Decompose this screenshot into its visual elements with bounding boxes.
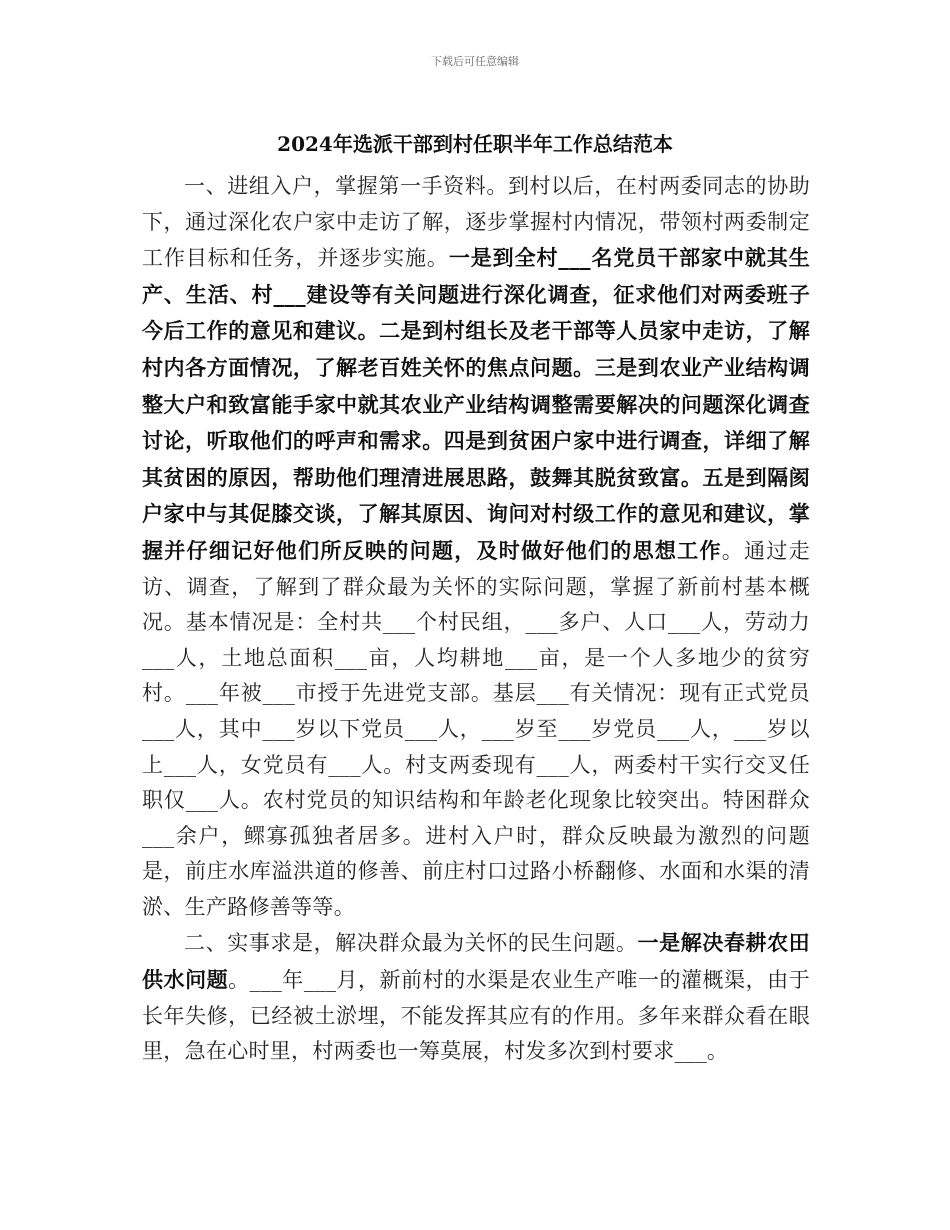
paragraph-2-bold: 一是解决春耕农田供水问题 (142, 930, 810, 993)
header-note: 下载后可任意编辑 (431, 55, 519, 68)
paragraph-2-intro: 二、实事求是，解决群众最为关怀的民生问题。 (184, 931, 638, 956)
paragraph-2 (142, 925, 810, 1069)
paragraph-2-rest: 。___年___月，新前村的水渠是农业生产唯一的灌概渠，由于长年失修，已经被土淤埋，不能发挥其应有的作用。多年来群众看在眼里，急在心时里，村两委也一筹莫展，村发多次到村要求___。 (142, 968, 810, 1064)
paragraph-1 (142, 169, 810, 925)
document-title: 2024年选派干部到村任职半年工作总结范本 (277, 132, 673, 156)
paragraph-1-bold: 一是到全村___名党员干部家中就其生产、生活、村___建设等有关问题进行深化调查，征求他们对两委班子今后工作的意见和建议。二是到村组长及老干部等人员家中走访，了解村内各方面情况，了解老百姓关怀的焦点问题。三是到农业产业结构调整大户和致富能手家中就其农业产业结构调整需要解决的问题深化调查讨论，听取他们的呼声和需求。四是到贫困户家中进行调查，详细了解其贫困的原因，帮助他们理清进展思路，鼓舞其脱贫致富。五是到隔阂户家中与其促膝交谈，了解其原因、询问对村级工作的意见和建议，掌握并仔细记好他们所反映的问题，及时做好他们的思想工作 (142, 245, 810, 563)
paragraph-1-intro: 一、进组入户，掌握第一手资料。到村以后，在村两委同志的协助下，通过深化农户家中走访了解，逐步掌握村内情况，带领村两委制定工作目标和任务，并逐步实施。 (142, 174, 810, 271)
paragraph-1-rest: 。通过走访、调查，了解到了群众最为关怀的实际问题，掌握了新前村基本概况。基本情况是：全村共___个村民组，___多户、人口___人，劳动力___人，土地总面积___亩，人均耕地___亩，是一个人多地少的贫穷村。___年被___市授于先进党支部。基层___有关情况：现有正式党员___人，其中___岁以下党员___人，___岁至___岁党员___人，___岁以上___人，女党员有___人。村支两委现有___人，两委村干实行交叉任职仅___人。农村党员的知识结构和年龄老化现象比较突出。特困群众___余户，鳏寡孤独者居多。进村入户时，群众反映最为激烈的问题是，前庄水库溢洪道的修善、前庄村口过路小桥翻修、水面和水渠的清淤、生产路修善等等。 (142, 538, 810, 919)
document-body (142, 169, 810, 1070)
